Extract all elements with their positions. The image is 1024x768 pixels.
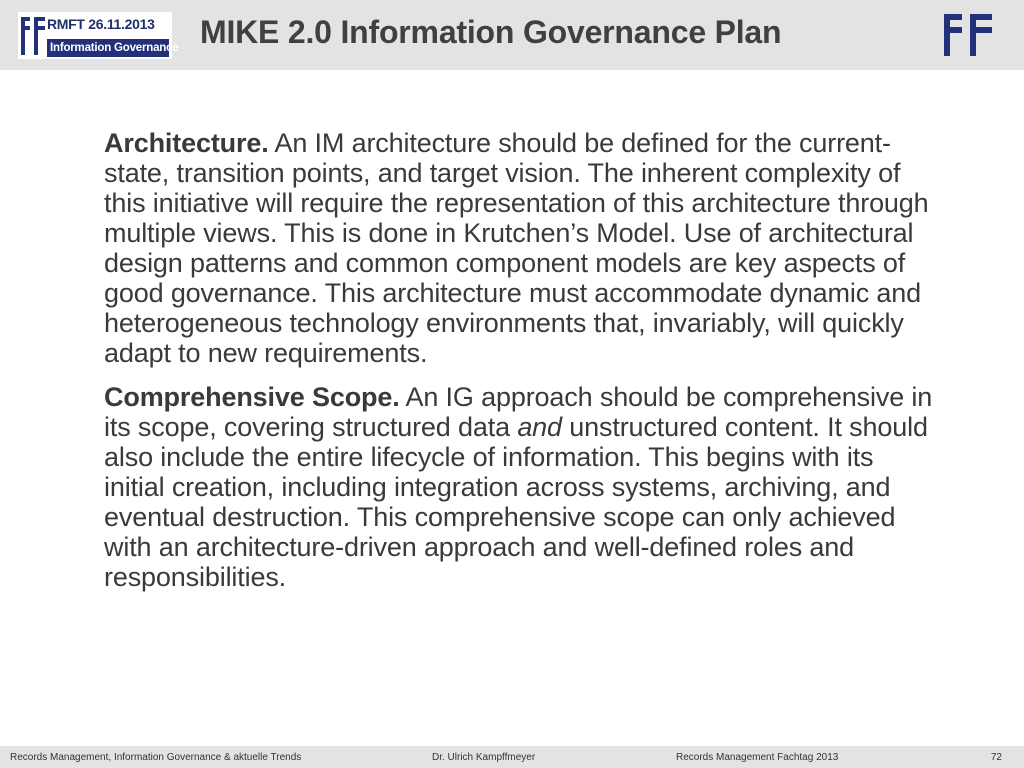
slide-body xyxy=(104,128,934,606)
page-number: 72 xyxy=(990,752,1002,763)
slide-footer xyxy=(0,746,1024,768)
badge-topic-label: Information Governance xyxy=(47,39,169,57)
footer-event-title: Records Management, Information Governance & aktuelle Trends xyxy=(10,752,302,763)
pk-logo-icon xyxy=(21,17,45,55)
paragraph-scope xyxy=(104,382,934,592)
paragraph-lead: Architecture. xyxy=(104,128,269,158)
paragraph-text: unstructured content. It should also include the entire lifecycle of information. This begins with its initial creation, including integration across systems, archiving, and eventual destruction. This comprehensive scope can only achieved with an architecture-driven approach and well-defined roles and responsibilities. xyxy=(104,412,928,592)
footer-author: Dr. Ulrich Kampffmeyer xyxy=(432,752,536,763)
badge-event-label: RMFT 26.11.2013 xyxy=(47,16,155,32)
footer-conference: Records Management Fachtag 2013 xyxy=(676,752,839,763)
slide-title: MIKE 2.0 Information Governance Plan xyxy=(200,14,782,50)
paragraph-text: An IG approach should be comprehensive in its scope, covering structured data xyxy=(104,382,933,442)
event-badge xyxy=(18,12,179,59)
paragraph-text: An IM architecture should be defined for the current-state, transition points, and target vision. The inherent complexity of this initiative will require the representation of this architecture through multiple views. This is done in Krutchen’s Model. Use of architectural design patterns and common component models are key aspects of good governance. This architecture must accommodate dynamic and heterogeneous technology environments that, invariably, will quickly adapt to new requirements. xyxy=(104,128,929,368)
paragraph-emphasis: and xyxy=(517,412,562,442)
paragraph-lead: Comprehensive Scope. xyxy=(104,382,400,412)
slide-header xyxy=(0,0,1024,70)
paragraph-architecture xyxy=(104,128,934,368)
pk-logo-icon xyxy=(944,14,992,56)
